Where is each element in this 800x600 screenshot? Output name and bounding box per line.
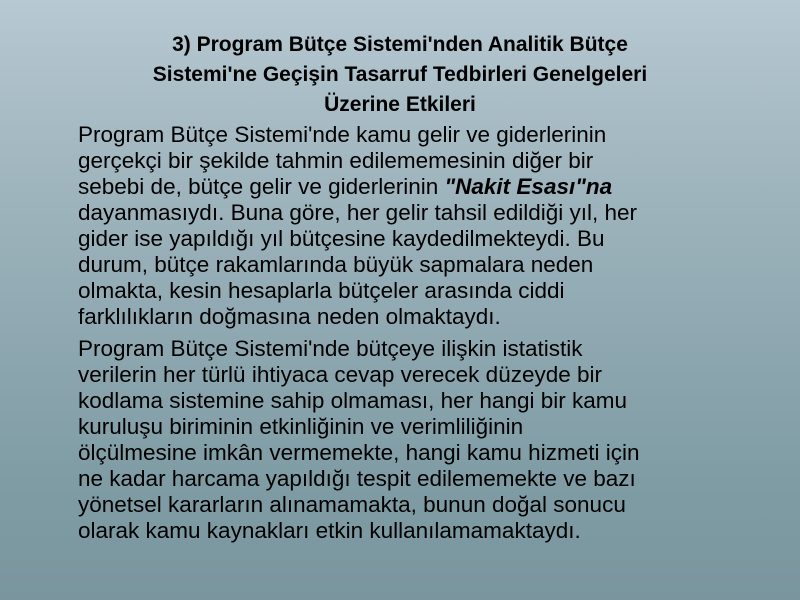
text-line: olmakta, kesin hesaplarla bütçeler arasında ciddi bbox=[78, 278, 565, 303]
text-line: yönetsel kararların alınamamakta, bunun doğal sonucu bbox=[78, 492, 626, 517]
text-line: verilerin her türlü ihtiyaca cevap verecek düzeyde bir bbox=[78, 362, 603, 387]
text-line: durum, bütçe rakamlarında büyük sapmalara neden bbox=[78, 252, 594, 277]
text-line bbox=[78, 174, 768, 200]
text-line: farklılıkların doğmasına neden olmaktaydı. bbox=[78, 304, 501, 329]
paragraph-1 bbox=[78, 122, 768, 330]
emphasized-term: "Nakit Esası"na bbox=[444, 174, 613, 199]
text-run: sebebi de, bütçe gelir ve giderlerinin bbox=[78, 174, 445, 199]
text-line: Program Bütçe Sistemi'nde kamu gelir ve giderlerinin bbox=[78, 122, 607, 147]
text-line: ne kadar harcama yapıldığı tespit edilememekte ve bazı bbox=[78, 466, 636, 491]
text-line: ölçülmesine imkân vermemekte, hangi kamu hizmeti için bbox=[78, 440, 640, 465]
paragraph-2 bbox=[78, 336, 768, 544]
text-line: dayanmasıydı. Buna göre, her gelir tahsil edildiği yıl, her bbox=[78, 200, 638, 225]
title-line: 3) Program Bütçe Sistemi'nden Analitik Bütçe bbox=[172, 33, 628, 56]
text-line: Program Bütçe Sistemi'nde bütçeye ilişkin istatistik bbox=[78, 336, 583, 361]
text-line: kuruluşu biriminin etkinliğinin ve verimliliğinin bbox=[78, 414, 524, 439]
slide-body bbox=[78, 122, 768, 550]
text-line: kodlama sistemine sahip olmaması, her hangi bir kamu bbox=[78, 388, 627, 413]
title-line: Üzerine Etkileri bbox=[324, 93, 476, 116]
title-line: Sistemi'ne Geçişin Tasarruf Tedbirleri Genelgeleri bbox=[152, 63, 648, 86]
text-line: gider ise yapıldığı yıl bütçesine kaydedilmekteydi. Bu bbox=[78, 226, 605, 251]
text-line: olarak kamu kaynakları etkin kullanılamamaktaydı. bbox=[78, 518, 581, 543]
text-line: gerçekçi bir şekilde tahmin edilememesinin diğer bir bbox=[78, 148, 594, 173]
slide-title bbox=[60, 30, 740, 120]
